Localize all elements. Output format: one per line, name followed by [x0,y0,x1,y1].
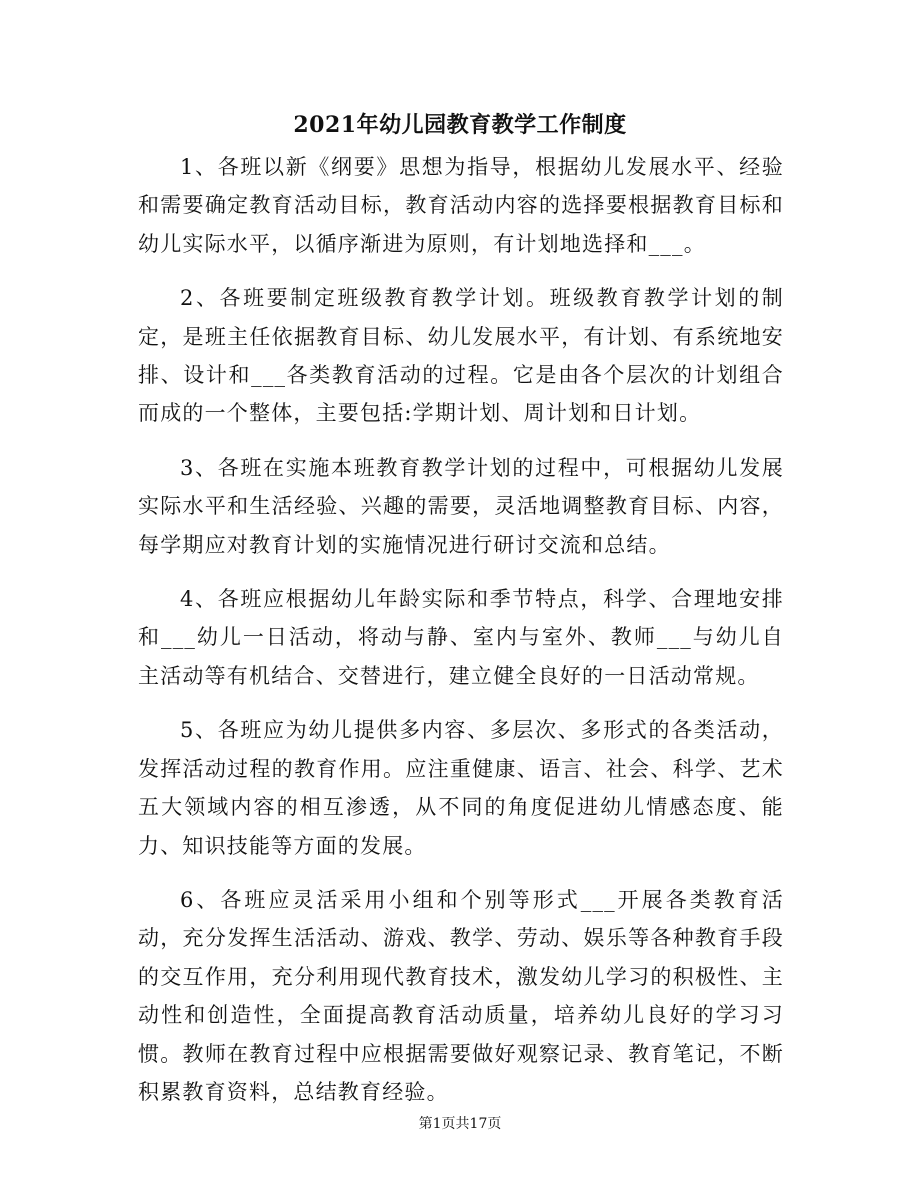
page-footer: 第1页共17页 [418,1116,502,1132]
paragraph-2: 2、各班要制定班级教育教学计划。班级教育教学计划的制定，是班主任依据教育目标、幼儿发展水平，有计划、有系统地安排、设计和___各类教育活动的过程。它是由各个层次的计划组合而成的一个整体，主要包括:学期计划、周计划和日计划。 [138,286,784,426]
paragraph-1: 1、各班以新《纲要》思想为指导，根据幼儿发展水平、经验和需要确定教育活动目标，教育活动内容的选择要根据教育目标和幼儿实际水平，以循序渐进为原则，有计划地选择和___。 [138,155,784,256]
paragraph-6: 6、各班应灵活采用小组和个别等形式___开展各类教育活动，充分发挥生活活动、游戏、教学、劳动、娱乐等各种教育手段的交互作用，充分利用现代教育技术，激发幼儿学习的积极性、主动性和创造性，全面提高教育活动质量，培养幼儿良好的学习习惯。教师在教育过程中应根据需要做好观察记录、教育笔记，不断积累教育资料，总结教育经验。 [138,887,784,1104]
paragraph-5: 5、各班应为幼儿提供多内容、多层次、多形式的各类活动，发挥活动过程的教育作用。应注重健康、语言、社会、科学、艺术五大领域内容的相互渗透，从不同的角度促进幼儿情感态度、能力、知识技能等方面的发展。 [138,718,784,858]
document-title: 2021年幼儿园教育教学工作制度 [293,112,627,138]
paragraph-4: 4、各班应根据幼儿年龄实际和季节特点，科学、合理地安排和___幼儿一日活动，将动与静、室内与室外、教师___与幼儿自主活动等有机结合、交替进行，建立健全良好的一日活动常规。 [138,587,784,688]
paragraph-3: 3、各班在实施本班教育教学计划的过程中，可根据幼儿发展实际水平和生活经验、兴趣的需要，灵活地调整教育目标、内容，每学期应对教育计划的实施情况进行研讨交流和总结。 [138,455,784,557]
document-body [138,148,784,1127]
